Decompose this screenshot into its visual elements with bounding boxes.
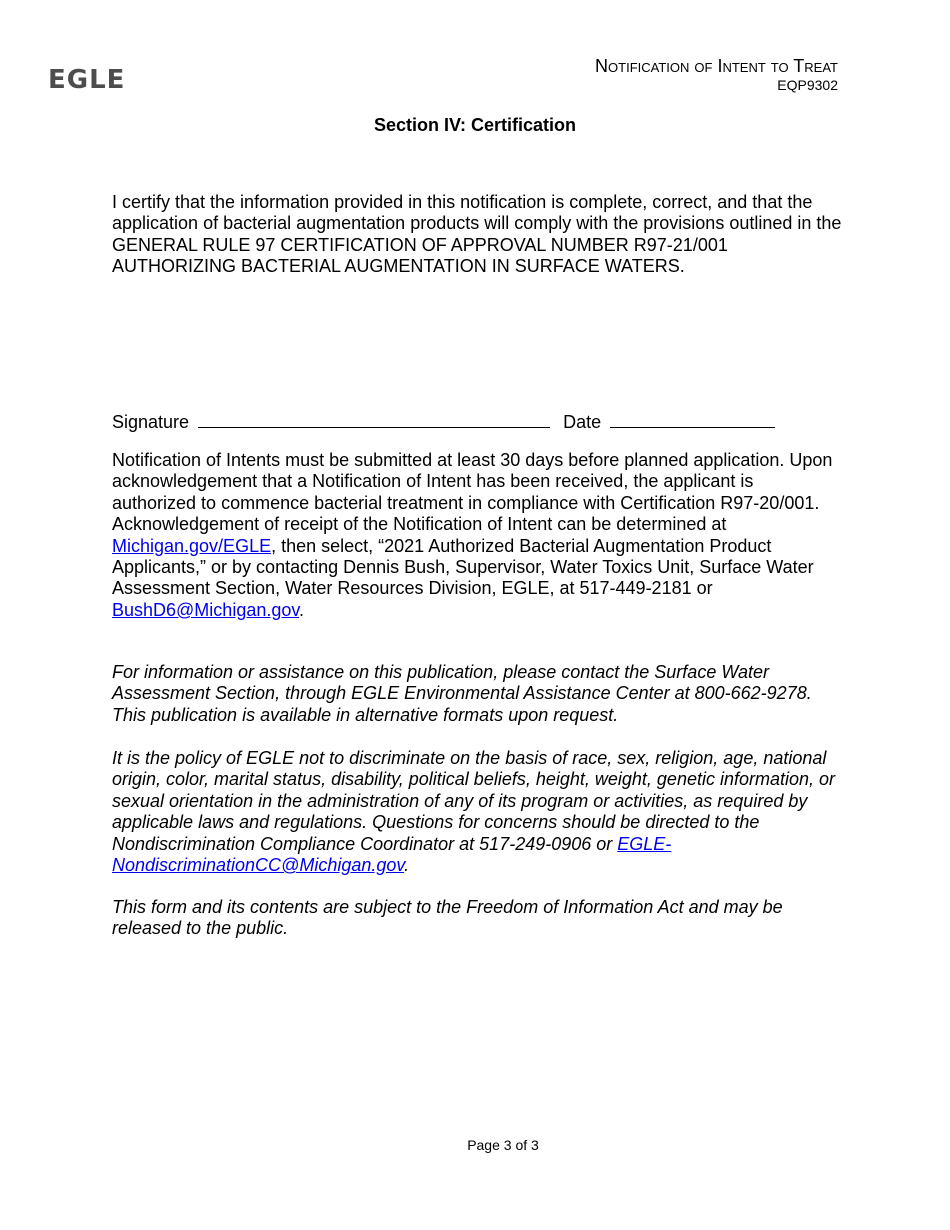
date-label: Date bbox=[563, 412, 602, 432]
policy-text: It is the policy of EGLE not to discriminate on the basis of race, sex, religion, age, national origin, color, marital status, disability, political beliefs, height, weight, genetic information, or sexual orientation in the administration of any of its program or activities, as required by applicable laws and regulations. Questions for concerns should be directed to the Nondiscrimination Compliance Coordinator at 517-249-0906 or bbox=[112, 748, 836, 854]
michigan-gov-egle-link[interactable]: Michigan.gov/EGLE bbox=[112, 535, 272, 556]
notification-paragraph bbox=[112, 450, 842, 621]
foia-paragraph: This form and its contents are subject to the Freedom of Information Act and may be released to the public. bbox=[112, 897, 783, 939]
signature-field[interactable] bbox=[198, 409, 550, 428]
form-title: Notification of Intent to Treat bbox=[595, 56, 838, 76]
egle-logo: EGLE bbox=[48, 65, 126, 95]
bush-email-link[interactable]: BushD6@Michigan.gov bbox=[112, 599, 300, 620]
notification-text-end: . bbox=[299, 599, 305, 620]
date-field[interactable] bbox=[610, 409, 775, 428]
section-title: Section IV: Certification bbox=[373, 115, 577, 135]
certification-statement: I certify that the information provided in this notification is complete, correct, and that the application of bacterial augmentation products will comply with the provisions outlined in the GENERAL RULE 97 CERTIFICATION OF APPROVAL NUMBER R97-21/001 AUTHORIZING BACTERIAL AUGMENTATION IN SURFACE WATERS. bbox=[112, 192, 842, 277]
notification-text-1: Notification of Intents must be submitted at least 30 days before planned application. Upon acknowledgement that a Notification of Intent has been received, the applicant is authorized to commence bacterial treatment in compliance with Certification R97-20/001. Acknowledgement of receipt of the Notification of Intent can be determined at bbox=[112, 450, 833, 535]
nondiscrimination-email-link[interactable]: EGLE-NondiscriminationCC@Michigan.gov bbox=[112, 833, 672, 876]
policy-paragraph bbox=[112, 748, 842, 876]
page-number: Page 3 of 3 bbox=[467, 1137, 539, 1153]
signature-label: Signature bbox=[112, 412, 190, 432]
notification-text-2: , then select, “2021 Authorized Bacterial Augmentation Product Applicants,” or by contacting Dennis Bush, Supervisor, Water Toxics Unit, Surface Water Assessment Section, Water Resources Division, EGLE, at 517-449-2181 or bbox=[112, 535, 814, 599]
signature-row bbox=[112, 409, 775, 433]
policy-text-end: . bbox=[404, 855, 410, 876]
assistance-paragraph: For information or assistance on this publication, please contact the Surface Water Assessment Section, through EGLE Environmental Assistance Center at 800-662-9278. This publication is available in alternative formats upon request. bbox=[112, 662, 812, 725]
form-code: EQP9302 bbox=[777, 77, 838, 93]
